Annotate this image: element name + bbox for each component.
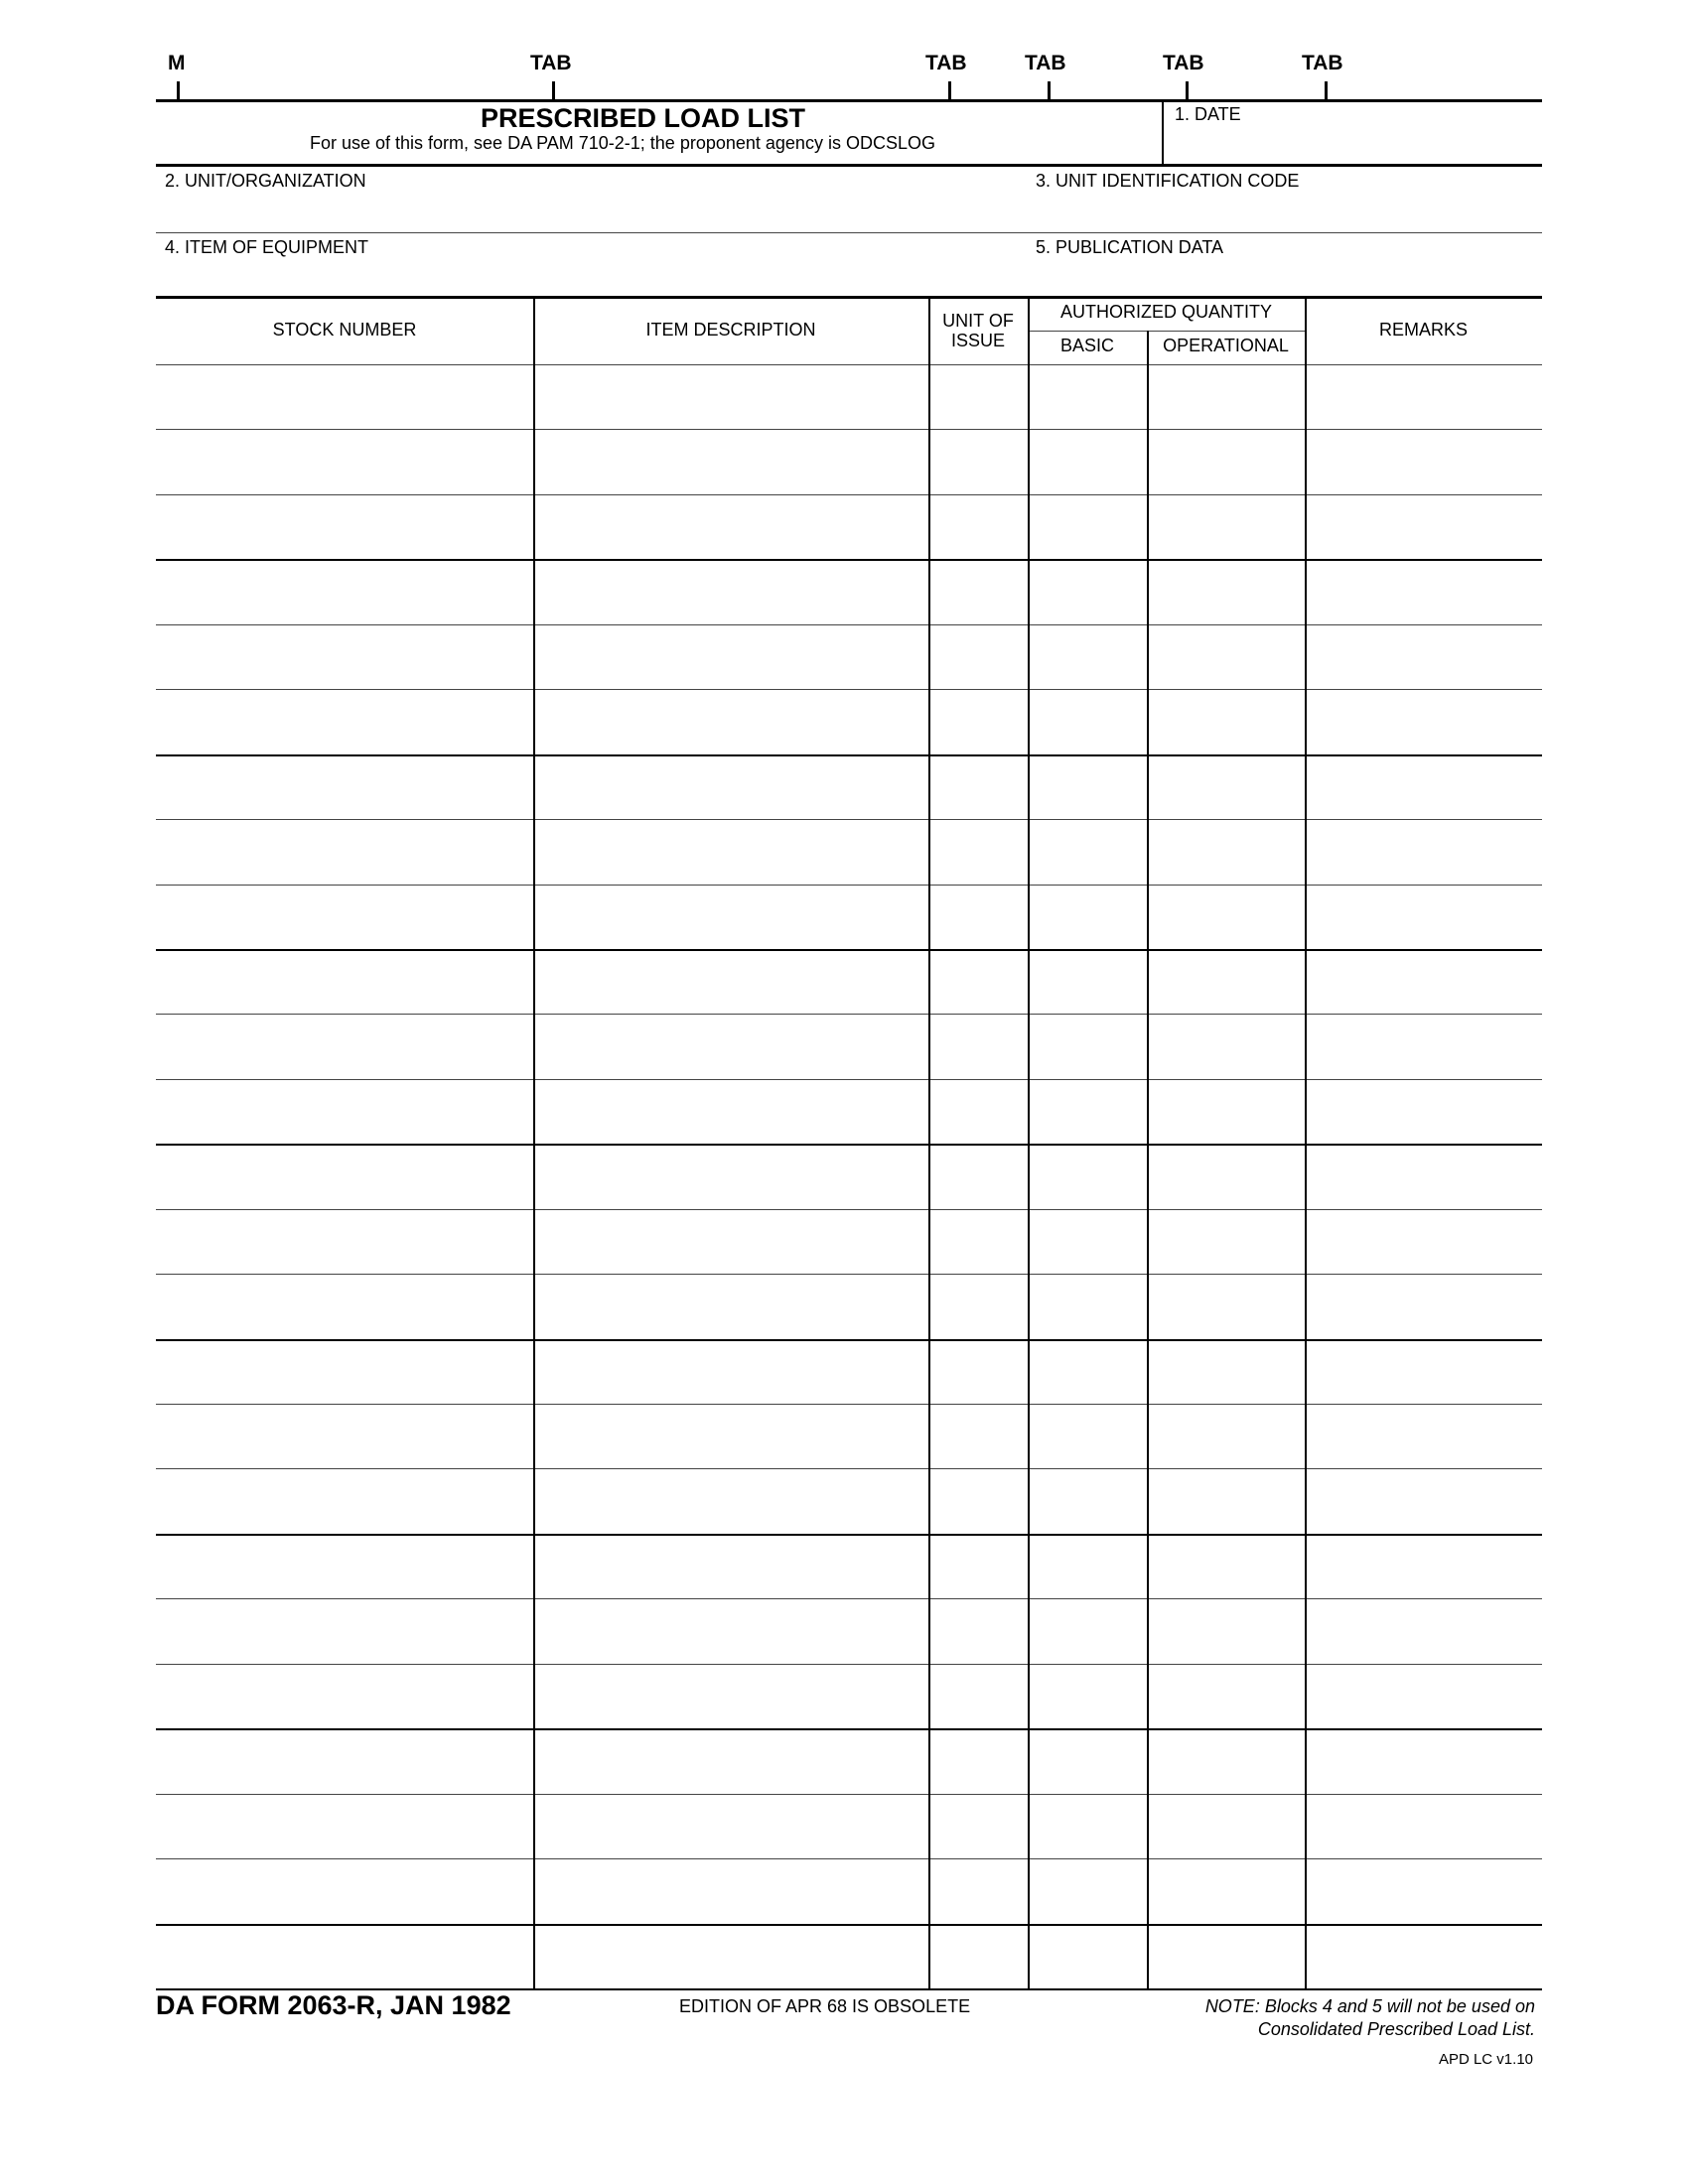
tab-stop-label: TAB bbox=[1025, 52, 1066, 74]
table-cell-remarks[interactable] bbox=[1308, 1860, 1539, 1921]
table-cell-remarks[interactable] bbox=[1308, 1730, 1539, 1791]
table-cell-basic[interactable] bbox=[1031, 1341, 1144, 1402]
table-cell-operational[interactable] bbox=[1150, 1860, 1302, 1921]
table-cell-operational[interactable] bbox=[1150, 1536, 1302, 1596]
table-cell-stock-number[interactable] bbox=[159, 1016, 530, 1076]
tab-stop-marker bbox=[948, 81, 951, 100]
table-cell-basic[interactable] bbox=[1031, 1796, 1144, 1856]
table-cell-remarks[interactable] bbox=[1308, 756, 1539, 817]
table-cell-stock-number[interactable] bbox=[159, 951, 530, 1012]
date-divider bbox=[1162, 101, 1164, 165]
column-header-remarks: REMARKS bbox=[1378, 320, 1468, 340]
table-cell-remarks[interactable] bbox=[1308, 626, 1539, 687]
table-cell-operational[interactable] bbox=[1150, 1276, 1302, 1336]
table-cell-item-description[interactable] bbox=[536, 1536, 925, 1596]
table-cell-unit-of-issue[interactable] bbox=[931, 691, 1025, 751]
table-column-rule bbox=[533, 297, 535, 1988]
table-cell-stock-number[interactable] bbox=[159, 496, 530, 557]
table-cell-operational[interactable] bbox=[1150, 1600, 1302, 1661]
table-cell-stock-number[interactable] bbox=[159, 1926, 530, 1986]
tab-stop-marker bbox=[1186, 81, 1189, 100]
table-cell-remarks[interactable] bbox=[1308, 1666, 1539, 1726]
table-cell-basic[interactable] bbox=[1031, 561, 1144, 621]
table-cell-item-description[interactable] bbox=[536, 1081, 925, 1142]
table-cell-stock-number[interactable] bbox=[159, 1536, 530, 1596]
table-cell-remarks[interactable] bbox=[1308, 1926, 1539, 1986]
table-cell-operational[interactable] bbox=[1150, 431, 1302, 491]
table-cell-unit-of-issue[interactable] bbox=[931, 1730, 1025, 1791]
table-cell-unit-of-issue[interactable] bbox=[931, 1796, 1025, 1856]
top-rule bbox=[156, 99, 1542, 102]
table-row-rule bbox=[156, 1598, 1542, 1599]
table-cell-unit-of-issue[interactable] bbox=[931, 1276, 1025, 1336]
table-row-rule bbox=[156, 689, 1542, 690]
tab-stop-label: M bbox=[168, 52, 186, 74]
table-cell-basic[interactable] bbox=[1031, 1016, 1144, 1076]
table-row-rule bbox=[156, 1209, 1542, 1210]
table-cell-basic[interactable] bbox=[1031, 756, 1144, 817]
table-row-rule bbox=[156, 885, 1542, 886]
table-cell-basic[interactable] bbox=[1031, 431, 1144, 491]
tab-stop-marker bbox=[177, 81, 180, 100]
table-cell-item-description[interactable] bbox=[536, 626, 925, 687]
column-header-item-description: ITEM DESCRIPTION bbox=[645, 320, 816, 340]
table-cell-item-description[interactable] bbox=[536, 1146, 925, 1206]
table-cell-stock-number[interactable] bbox=[159, 821, 530, 882]
table-cell-stock-number[interactable] bbox=[159, 1146, 530, 1206]
unit-organization-field[interactable] bbox=[159, 193, 1023, 230]
table-cell-operational[interactable] bbox=[1150, 756, 1302, 817]
table-cell-basic[interactable] bbox=[1031, 887, 1144, 947]
table-header-bottom-rule bbox=[156, 364, 1542, 365]
column-header-unit-of-issue-line2: ISSUE bbox=[950, 331, 1006, 350]
table-cell-stock-number[interactable] bbox=[159, 1666, 530, 1726]
table-cell-stock-number[interactable] bbox=[159, 1341, 530, 1402]
table-cell-operational[interactable] bbox=[1150, 1406, 1302, 1466]
date-field[interactable] bbox=[1168, 127, 1539, 161]
table-cell-stock-number[interactable] bbox=[159, 1081, 530, 1142]
table-cell-remarks[interactable] bbox=[1308, 1796, 1539, 1856]
table-cell-basic[interactable] bbox=[1031, 496, 1144, 557]
table-cell-unit-of-issue[interactable] bbox=[931, 1536, 1025, 1596]
table-cell-stock-number[interactable] bbox=[159, 431, 530, 491]
table-cell-remarks[interactable] bbox=[1308, 1470, 1539, 1531]
table-cell-item-description[interactable] bbox=[536, 1341, 925, 1402]
table-cell-item-description[interactable] bbox=[536, 691, 925, 751]
field-rule bbox=[156, 232, 1542, 233]
form-identifier: DA FORM 2063-R, JAN 1982 bbox=[156, 1990, 511, 2020]
table-cell-item-description[interactable] bbox=[536, 1600, 925, 1661]
table-cell-operational[interactable] bbox=[1150, 1796, 1302, 1856]
table-row-rule bbox=[156, 494, 1542, 495]
table-cell-unit-of-issue[interactable] bbox=[931, 887, 1025, 947]
table-cell-item-description[interactable] bbox=[536, 496, 925, 557]
table-cell-basic[interactable] bbox=[1031, 1730, 1144, 1791]
table-cell-stock-number[interactable] bbox=[159, 626, 530, 687]
publication-data-field[interactable] bbox=[1033, 259, 1539, 295]
table-cell-remarks[interactable] bbox=[1308, 1016, 1539, 1076]
table-cell-operational[interactable] bbox=[1150, 626, 1302, 687]
table-row-rule bbox=[156, 624, 1542, 625]
table-cell-unit-of-issue[interactable] bbox=[931, 1211, 1025, 1272]
table-cell-remarks[interactable] bbox=[1308, 1341, 1539, 1402]
table-cell-item-description[interactable] bbox=[536, 756, 925, 817]
table-cell-unit-of-issue[interactable] bbox=[931, 626, 1025, 687]
item-of-equipment-label: 4. ITEM OF EQUIPMENT bbox=[165, 237, 369, 257]
table-cell-operational[interactable] bbox=[1150, 1081, 1302, 1142]
table-cell-operational[interactable] bbox=[1150, 1926, 1302, 1986]
table-cell-unit-of-issue[interactable] bbox=[931, 1666, 1025, 1726]
table-cell-unit-of-issue[interactable] bbox=[931, 821, 1025, 882]
table-cell-operational[interactable] bbox=[1150, 1341, 1302, 1402]
table-cell-remarks[interactable] bbox=[1308, 691, 1539, 751]
table-cell-stock-number[interactable] bbox=[159, 1600, 530, 1661]
table-column-rule bbox=[1028, 297, 1030, 1988]
table-cell-basic[interactable] bbox=[1031, 1470, 1144, 1531]
table-cell-stock-number[interactable] bbox=[159, 1730, 530, 1791]
table-row-rule bbox=[156, 1404, 1542, 1405]
table-cell-basic[interactable] bbox=[1031, 1276, 1144, 1336]
table-cell-basic[interactable] bbox=[1031, 1211, 1144, 1272]
table-cell-item-description[interactable] bbox=[536, 561, 925, 621]
table-row-rule bbox=[156, 429, 1542, 430]
table-cell-basic[interactable] bbox=[1031, 1081, 1144, 1142]
tab-stop-marker bbox=[1048, 81, 1051, 100]
table-cell-unit-of-issue[interactable] bbox=[931, 1926, 1025, 1986]
table-cell-unit-of-issue[interactable] bbox=[931, 1406, 1025, 1466]
unit-organization-label: 2. UNIT/ORGANIZATION bbox=[165, 171, 366, 191]
table-cell-unit-of-issue[interactable] bbox=[931, 756, 1025, 817]
table-cell-basic[interactable] bbox=[1031, 626, 1144, 687]
table-cell-item-description[interactable] bbox=[536, 1796, 925, 1856]
table-cell-basic[interactable] bbox=[1031, 951, 1144, 1012]
table-cell-item-description[interactable] bbox=[536, 1211, 925, 1272]
table-row-rule bbox=[156, 1274, 1542, 1275]
table-cell-item-description[interactable] bbox=[536, 821, 925, 882]
table-row-rule bbox=[156, 1468, 1542, 1469]
table-cell-unit-of-issue[interactable] bbox=[931, 366, 1025, 427]
table-cell-operational[interactable] bbox=[1150, 1146, 1302, 1206]
table-cell-remarks[interactable] bbox=[1308, 1536, 1539, 1596]
table-cell-basic[interactable] bbox=[1031, 691, 1144, 751]
edition-notice: EDITION OF APR 68 IS OBSOLETE bbox=[679, 1996, 971, 2016]
table-cell-operational[interactable] bbox=[1150, 496, 1302, 557]
table-cell-item-description[interactable] bbox=[536, 1730, 925, 1791]
table-cell-operational[interactable] bbox=[1150, 887, 1302, 947]
table-cell-remarks[interactable] bbox=[1308, 431, 1539, 491]
table-cell-unit-of-issue[interactable] bbox=[931, 1146, 1025, 1206]
table-cell-stock-number[interactable] bbox=[159, 887, 530, 947]
table-row-rule bbox=[156, 819, 1542, 820]
tab-stop-label: TAB bbox=[925, 52, 967, 74]
unit-identification-code-label: 3. UNIT IDENTIFICATION CODE bbox=[1036, 171, 1300, 191]
table-cell-basic[interactable] bbox=[1031, 1860, 1144, 1921]
table-cell-basic[interactable] bbox=[1031, 1146, 1144, 1206]
note-line-2: Consolidated Prescribed Load List. bbox=[1257, 2019, 1535, 2039]
tab-stop-label: TAB bbox=[530, 52, 572, 74]
unit-identification-code-field[interactable] bbox=[1033, 193, 1539, 230]
table-cell-operational[interactable] bbox=[1150, 1016, 1302, 1076]
table-cell-item-description[interactable] bbox=[536, 366, 925, 427]
table-cell-operational[interactable] bbox=[1150, 821, 1302, 882]
table-cell-item-description[interactable] bbox=[536, 1860, 925, 1921]
table-column-rule bbox=[1147, 331, 1149, 1988]
table-cell-item-description[interactable] bbox=[536, 431, 925, 491]
table-cell-unit-of-issue[interactable] bbox=[931, 1470, 1025, 1531]
form-subtitle: For use of this form, see DA PAM 710-2-1; the proponent agency is ODCSLOG bbox=[310, 133, 935, 153]
table-cell-operational[interactable] bbox=[1150, 951, 1302, 1012]
table-cell-basic[interactable] bbox=[1031, 1600, 1144, 1661]
table-cell-unit-of-issue[interactable] bbox=[931, 431, 1025, 491]
table-cell-operational[interactable] bbox=[1150, 1211, 1302, 1272]
table-cell-item-description[interactable] bbox=[536, 1406, 925, 1466]
table-cell-remarks[interactable] bbox=[1308, 1600, 1539, 1661]
table-cell-stock-number[interactable] bbox=[159, 1860, 530, 1921]
table-cell-remarks[interactable] bbox=[1308, 496, 1539, 557]
table-cell-remarks[interactable] bbox=[1308, 821, 1539, 882]
table-cell-basic[interactable] bbox=[1031, 821, 1144, 882]
table-cell-remarks[interactable] bbox=[1308, 887, 1539, 947]
table-cell-basic[interactable] bbox=[1031, 366, 1144, 427]
table-row-rule bbox=[156, 1794, 1542, 1795]
table-row-rule bbox=[156, 1858, 1542, 1859]
column-header-unit-of-issue bbox=[928, 311, 1028, 350]
table-cell-item-description[interactable] bbox=[536, 887, 925, 947]
table-cell-basic[interactable] bbox=[1031, 1406, 1144, 1466]
table-cell-remarks[interactable] bbox=[1308, 1146, 1539, 1206]
header-rule bbox=[156, 164, 1542, 167]
note-line-1: NOTE: Blocks 4 and 5 will not be used on bbox=[1204, 1996, 1535, 2016]
table-cell-operational[interactable] bbox=[1150, 366, 1302, 427]
item-of-equipment-field[interactable] bbox=[159, 259, 1023, 295]
table-cell-stock-number[interactable] bbox=[159, 561, 530, 621]
table-cell-stock-number[interactable] bbox=[159, 691, 530, 751]
table-cell-item-description[interactable] bbox=[536, 1470, 925, 1531]
table-cell-remarks[interactable] bbox=[1308, 1081, 1539, 1142]
table-cell-operational[interactable] bbox=[1150, 1470, 1302, 1531]
table-cell-stock-number[interactable] bbox=[159, 1796, 530, 1856]
table-column-rule bbox=[928, 297, 930, 1988]
table-cell-operational[interactable] bbox=[1150, 1666, 1302, 1726]
table-cell-unit-of-issue[interactable] bbox=[931, 1341, 1025, 1402]
table-cell-remarks[interactable] bbox=[1308, 951, 1539, 1012]
table-cell-stock-number[interactable] bbox=[159, 1470, 530, 1531]
table-cell-stock-number[interactable] bbox=[159, 1276, 530, 1336]
table-cell-remarks[interactable] bbox=[1308, 1406, 1539, 1466]
table-cell-stock-number[interactable] bbox=[159, 1406, 530, 1466]
column-header-authorized-quantity: AUTHORIZED QUANTITY bbox=[1059, 302, 1272, 322]
tab-stop-label: TAB bbox=[1163, 52, 1204, 74]
tab-stop-marker bbox=[552, 81, 555, 100]
table-cell-item-description[interactable] bbox=[536, 1016, 925, 1076]
table-cell-unit-of-issue[interactable] bbox=[931, 496, 1025, 557]
table-cell-remarks[interactable] bbox=[1308, 366, 1539, 427]
table-cell-stock-number[interactable] bbox=[159, 366, 530, 427]
date-label: 1. DATE bbox=[1175, 104, 1241, 124]
table-cell-item-description[interactable] bbox=[536, 1666, 925, 1726]
tab-stop-marker bbox=[1325, 81, 1328, 100]
column-header-basic: BASIC bbox=[1059, 336, 1115, 355]
table-cell-unit-of-issue[interactable] bbox=[931, 1081, 1025, 1142]
table-cell-unit-of-issue[interactable] bbox=[931, 1016, 1025, 1076]
table-cell-item-description[interactable] bbox=[536, 1276, 925, 1336]
table-column-rule bbox=[1305, 297, 1307, 1988]
table-cell-unit-of-issue[interactable] bbox=[931, 1600, 1025, 1661]
publication-data-label: 5. PUBLICATION DATA bbox=[1036, 237, 1224, 257]
table-cell-unit-of-issue[interactable] bbox=[931, 951, 1025, 1012]
table-cell-operational[interactable] bbox=[1150, 691, 1302, 751]
table-cell-basic[interactable] bbox=[1031, 1666, 1144, 1726]
table-cell-basic[interactable] bbox=[1031, 1536, 1144, 1596]
table-cell-remarks[interactable] bbox=[1308, 1276, 1539, 1336]
table-cell-stock-number[interactable] bbox=[159, 756, 530, 817]
table-cell-remarks[interactable] bbox=[1308, 1211, 1539, 1272]
table-cell-operational[interactable] bbox=[1150, 1730, 1302, 1791]
table-cell-operational[interactable] bbox=[1150, 561, 1302, 621]
form-title: PRESCRIBED LOAD LIST bbox=[481, 103, 806, 133]
table-cell-stock-number[interactable] bbox=[159, 1211, 530, 1272]
table-cell-item-description[interactable] bbox=[536, 951, 925, 1012]
version-label: APD LC v1.10 bbox=[1438, 2051, 1533, 2068]
table-row-rule bbox=[156, 1014, 1542, 1015]
table-cell-remarks[interactable] bbox=[1308, 561, 1539, 621]
authorized-quantity-divider bbox=[1028, 331, 1305, 332]
table-cell-basic[interactable] bbox=[1031, 1926, 1144, 1986]
table-cell-unit-of-issue[interactable] bbox=[931, 1860, 1025, 1921]
table-row-rule bbox=[156, 1664, 1542, 1665]
column-header-operational: OPERATIONAL bbox=[1163, 336, 1289, 355]
table-row-rule bbox=[156, 1079, 1542, 1080]
table-cell-item-description[interactable] bbox=[536, 1926, 925, 1986]
table-cell-unit-of-issue[interactable] bbox=[931, 561, 1025, 621]
tab-stop-label: TAB bbox=[1302, 52, 1343, 74]
table-top-rule bbox=[156, 296, 1542, 299]
column-header-unit-of-issue-line1: UNIT OF bbox=[942, 311, 1014, 331]
column-header-stock-number: STOCK NUMBER bbox=[272, 320, 417, 340]
